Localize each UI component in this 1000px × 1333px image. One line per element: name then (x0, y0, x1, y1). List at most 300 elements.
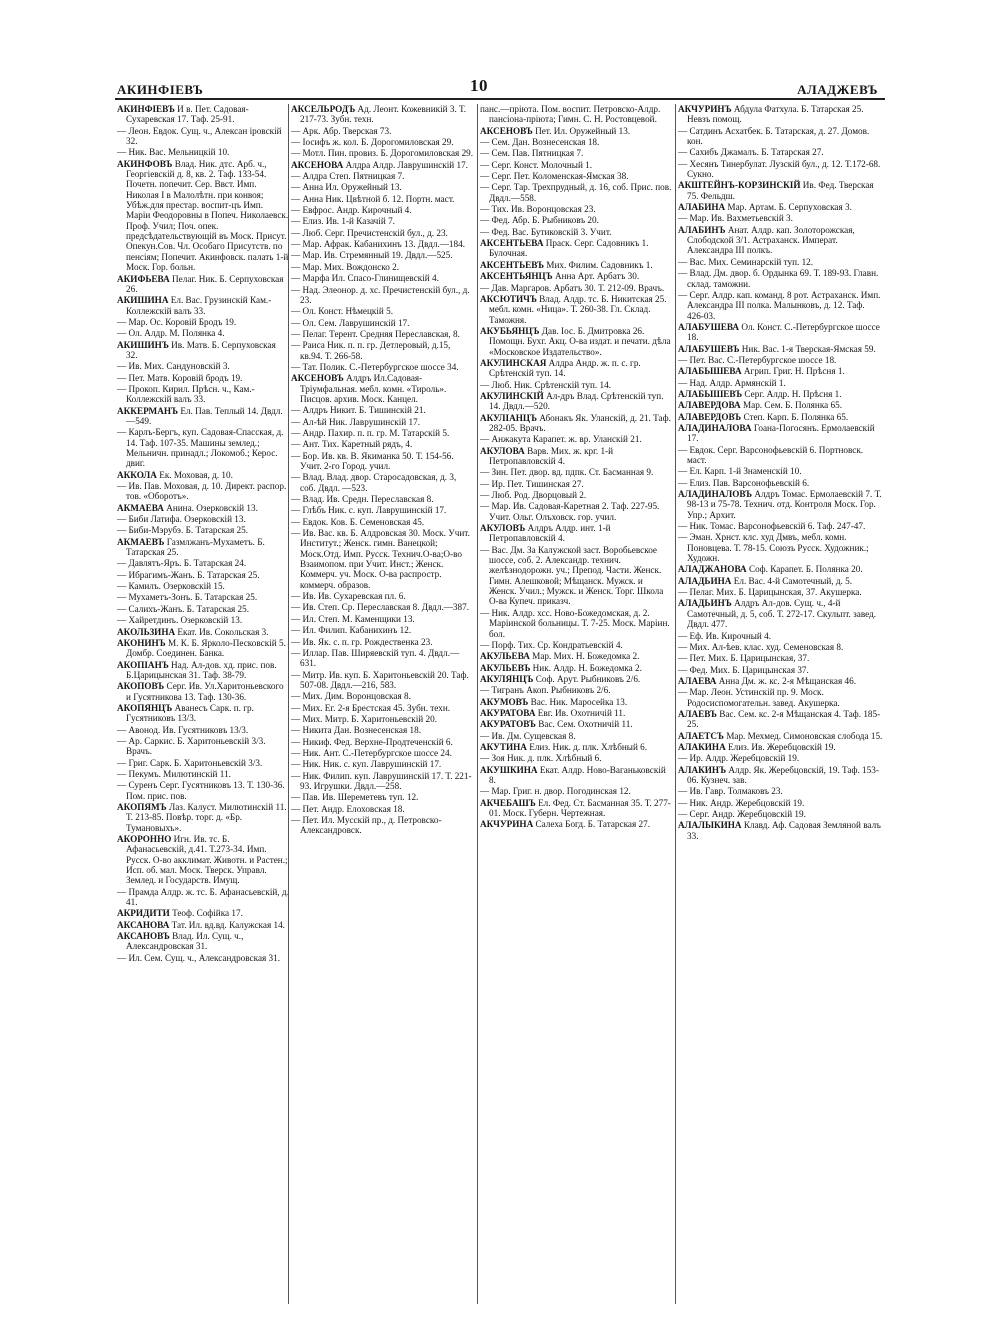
directory-entry (480, 467, 672, 477)
running-head-left: АКИНФІЕВЪ (117, 82, 204, 97)
directory-entry (291, 439, 474, 449)
directory-entry (117, 406, 289, 427)
entry-details: — Сатдинъ Асхатбек. Б. Татарская, д. 27. Домов. кон. (678, 125, 870, 147)
entry-details: — Марфа Ил. Спасо-Глинищевскій 4. (291, 273, 439, 284)
directory-entry (117, 525, 289, 535)
entry-surname: АКУЛЬЕВЪ (480, 662, 531, 673)
directory-entry (480, 490, 672, 500)
entry-details: — Пет. Андр. Елоховская 18. (291, 803, 405, 814)
directory-entry (678, 225, 883, 256)
entry-surname: АЛАЕВЪ (678, 708, 717, 719)
directory-entry (291, 517, 474, 527)
directory-entry (678, 478, 883, 488)
directory-entry (480, 227, 672, 237)
entry-details: — Фед. Абр. Б. Рыбниковъ 20. (480, 215, 599, 226)
entry-details: Алдръ Ал-дов. Сущ. ч., 4-й Самотечный, д. 5, соб. Т. 272-17. Скульпт. завед. Двдл. 477. (687, 598, 877, 630)
entry-details: Ал-дръ Влад. Срѣтенскій туп. 14. Двдл.—520. (489, 390, 664, 412)
entry-details: — Сем. Пав. Пятницкая 7. (480, 148, 584, 159)
directory-entry (480, 446, 672, 467)
entry-details: Алдръ Томас. Ермолаевскій 7. Т. 98-13 и 75-78. Технич. отд. Контроля Моск. Гор. Упр.; Архит. (687, 489, 882, 520)
running-head-right: АЛАДЖЕВЪ (797, 82, 878, 97)
directory-entry (678, 742, 883, 752)
entry-details: — Ник. Ант. С.-Петербургское шоссе 24. (291, 747, 452, 758)
directory-entry (117, 537, 289, 558)
entry-surname: АКОРОННО (117, 834, 172, 845)
directory-entry (678, 631, 883, 641)
entry-details: — Зин. Пет. двор. вд. пдпк. Ст. Басманная 9. (480, 467, 654, 478)
directory-entry (117, 802, 289, 833)
entry-surname: АЛАКИНА (678, 741, 726, 752)
entry-surname: АКШТЕЙНЪ-КОРЗИНСКІЙ (678, 180, 801, 191)
directory-entry (291, 591, 474, 601)
entry-surname: АККЕРМАНЪ (117, 405, 179, 416)
entry-surname: АЛАБИНА (678, 202, 726, 213)
entry-surname: АКУЛИНСКІЙ (480, 390, 544, 401)
directory-entry (480, 523, 672, 544)
entry-details: — Ант. Тих. Каретный рядъ, 4. (291, 439, 413, 450)
entry-details: Лаз. Калуст. Милютинскій 11. Т. 213-85. Повѣр. торг. д. «Бр. Тумановыхъ». (126, 802, 287, 833)
directory-entry (291, 759, 474, 769)
entry-details: — Ел. Карп. 1-й Знаменскій 10. (678, 466, 802, 477)
entry-surname: АККОЛА (117, 469, 157, 480)
entry-details: — Серг. Конст. Молочный 1. (480, 159, 593, 170)
directory-entry (291, 250, 474, 260)
directory-entry (678, 489, 883, 520)
directory-entry (291, 148, 474, 158)
directory-entry (480, 215, 672, 225)
entry-details: — Арк. Абр. Тверская 73. (291, 125, 392, 136)
directory-entry (291, 625, 474, 635)
directory-entry (291, 306, 474, 316)
entry-details: — Ир. Пет. Тишинская 27. (480, 478, 584, 489)
entry-details: Ив. Фед. Тверская 75. Фельдш. (687, 180, 874, 201)
directory-entry (117, 920, 289, 930)
entry-details: — Ил. Степ. М. Каменщики 13. (291, 613, 415, 624)
directory-entry (678, 753, 883, 763)
entry-details: — Мар. Григ. н. двор. Погодинская 12. (480, 786, 631, 797)
directory-entry (678, 642, 883, 652)
directory-entry (291, 318, 474, 328)
entry-details: — Мих. Митр. Б. Харитоньевскій 20. (291, 713, 437, 724)
entry-details: Мар. Мих. Н. Божедомка 2. (529, 651, 640, 662)
directory-entry (480, 326, 672, 357)
directory-entry (678, 104, 883, 125)
directory-entry (678, 731, 883, 741)
column-divider (675, 104, 676, 1304)
entry-details: Салеха Богд. Б. Татарская 27. (533, 819, 651, 830)
directory-entry (117, 834, 289, 886)
entry-details: Игн. Ив. тс. Б. Афанасьевскій, д.41. Т.273-34. Имп. Русск. О-во акклимат. Животн. и Растен.; Исп. об. мал. Моск. Тверск. Управл. Землед. и Государств. Имущ. (126, 834, 288, 886)
entry-details: — Пелаг. Терент. Средняя Переславская, 8. (291, 328, 460, 339)
directory-entry (678, 521, 883, 531)
directory-entry (678, 676, 883, 686)
entry-details: — Ив. Мих. Сандуновскій 3. (117, 361, 230, 372)
entry-surname: АКУЛОВА (480, 445, 525, 456)
entry-surname: АЛАБЫШЕВЪ (678, 388, 743, 399)
entry-details: — Влад. Влад. двор. Старосадовская, д. 3, соб. Двдл. —523. (291, 472, 457, 493)
entry-surname: АКИФЬЕВА (117, 273, 170, 284)
entry-details: — Серг. Тар. Трехпрудный, д. 16, соб. Прис. пов. Двдл.—558. (480, 182, 672, 203)
directory-entry (678, 412, 883, 422)
directory-entry (291, 417, 474, 427)
directory-entry (117, 931, 289, 952)
directory-entry (291, 472, 474, 493)
entry-details: Елиз. Ив. Жеребцовскій 19. (725, 741, 836, 752)
entry-details: Анна Арт. Арбатъ 30. (552, 271, 640, 282)
directory-entry (678, 159, 883, 180)
directory-entry (117, 758, 289, 768)
entry-details: — Никиф. Фед. Верхне-Продтеченскій 6. (291, 736, 453, 747)
directory-entry (117, 470, 289, 480)
entry-surname: АЛАДЖАНОВА (678, 564, 747, 575)
entry-details: Тат. Ил. вд.вд. Калужская 14. (169, 919, 285, 930)
entry-details: — Бор. Ив. кв. В. Якиманка 50. Т. 154-56. Учит. 2-го Город. учил. (291, 450, 454, 471)
directory-entry (291, 804, 474, 814)
entry-details: И в. Пет. Садовая-Сухаревская 17. Таф. 25-91. (126, 104, 249, 125)
directory-entry (291, 239, 474, 249)
directory-entry (291, 451, 474, 472)
entry-surname: АЛАВЕРДОВЪ (678, 411, 742, 422)
entry-details: — Ар. Саркис. Б. Харитоньевскій 3/3. Врачъ. (117, 735, 266, 757)
directory-entry (291, 703, 474, 713)
directory-entry (480, 380, 672, 390)
entry-details: — Мар. Ив. Садовая-Каретная 2. Таф. 227-95. Учит. Ольг. Олъховск. гор. учил. (480, 501, 660, 522)
entry-surname: АКОПІАНЪ (117, 659, 169, 670)
entry-details: — Пав. Ив. Шереметевъ туп. 12. (291, 792, 419, 803)
entry-details: — Ол. Конст. Нѣмецкій 5. (291, 306, 394, 317)
entry-surname: АКУМОВЪ (480, 696, 529, 707)
entry-details: — Влад. Дм. двор. б. Ордынка 69. Т. 189-93. Главн. склад. таможни. (678, 268, 879, 289)
directory-entry (480, 126, 672, 136)
entry-surname: АКСЕНТЬЕВЪ (480, 259, 544, 270)
directory-entry (291, 748, 474, 758)
entry-surname: АКУЛЯНЦЪ (480, 673, 534, 684)
entry-details: Алдра Алдр. Лаврушинскій 17. (343, 159, 468, 170)
entry-details: Соф. Карапет. Б. Полянка 20. (746, 564, 863, 575)
directory-entry (678, 466, 883, 476)
directory-entry (480, 171, 672, 181)
directory-entry (117, 427, 289, 468)
entry-details: Екат. Ив. Сокольская 3. (175, 626, 269, 637)
directory-entry (117, 627, 289, 637)
directory-entry (678, 147, 883, 157)
directory-entry (480, 640, 672, 650)
directory-entry (678, 355, 883, 365)
directory-entry (480, 391, 672, 412)
directory-entry (117, 159, 289, 273)
directory-entry (291, 216, 474, 226)
entry-surname: АКИНФІЕВЪ (117, 104, 175, 114)
directory-entry (117, 126, 289, 147)
entry-surname: АКСЕЛЬРОДЪ (291, 104, 356, 114)
directory-entry (678, 765, 883, 786)
entry-surname: АКУЛІАНЦЪ (480, 412, 538, 423)
entry-surname: АКУЛОВЪ (480, 523, 526, 534)
entry-details: — Ник. Андр. Жеребцовскій 19. (678, 797, 805, 808)
directory-entry (117, 104, 289, 125)
directory-entry (117, 481, 289, 502)
directory-entry (678, 564, 883, 574)
directory-entry (291, 670, 474, 691)
entry-details: Соф. Арут. Рыбниковъ 2/6. (533, 673, 641, 684)
entry-details: — Эман. Хрнст. клс. худ Дмвъ, мебл. комн. Поновцева. Т. 78-15. Союзъ Русск. Художник.; Художн. (678, 532, 869, 564)
entry-surname: АЛАБУШЕВА (678, 321, 740, 332)
entry-details: — Ник. Филип. куп. Лаврушинскій 17. Т. 221-93. Игрушки. Двдл.—258. (291, 770, 472, 791)
entry-details: — Авонод. Ив. Гусятниковъ 13/3. (117, 724, 249, 735)
entry-details: — Анна Ник. Цвѣтной б. 12. Портн. маст. (291, 193, 455, 204)
directory-entry (678, 598, 883, 629)
entry-details: Абдула Фатхула. Б. Татарская 25. Невзъ помощ. (687, 104, 864, 125)
directory-entry (678, 687, 883, 708)
entry-details: Анина. Озерковскій 13. (163, 502, 258, 513)
directory-entry (480, 674, 672, 684)
directory-entry (117, 274, 289, 295)
header-rule (115, 98, 885, 100)
entry-surname: АКСЕНОВА (291, 159, 344, 170)
directory-entry (117, 681, 289, 702)
directory-entry (291, 285, 474, 306)
entry-details: панс.—пріюта. Пом. воспит. Петровско-Алдр. пансіона-пріюта; Гимн. С. Н. Ростовцевой. (480, 104, 661, 125)
entry-details: — Порф. Тих. Ср. Кондратьевскій 4. (480, 639, 623, 650)
entry-details: Ол. Конст. С.-Петербургское шоссе 18. (687, 321, 880, 343)
directory-entry (678, 257, 883, 267)
entry-details: — Ив. Ив. Сухаревская пл. 6. (291, 591, 406, 602)
directory-entry (117, 615, 289, 625)
directory-entry (678, 809, 883, 819)
entry-details: — Пелаг. Мих. Б. Царицынская, 37. Акушерка. (678, 587, 862, 598)
directory-entry (117, 908, 289, 918)
column-4 (678, 104, 883, 1309)
entry-details: Вас. Ник. Маросейка 13. (528, 696, 628, 707)
directory-entry (117, 736, 289, 757)
directory-entry (678, 290, 883, 321)
directory-entry (291, 160, 474, 170)
entry-details: — Глѣбъ Ник. с. куп. Лаврушинскій 17. (291, 505, 447, 516)
entry-surname: АКОПЯМЪ (117, 802, 167, 812)
directory-entry (678, 587, 883, 597)
entry-surname: АЛАВЕРДОВА (678, 400, 741, 411)
directory-entry (291, 262, 474, 272)
entry-surname: АКСАНОВА (117, 919, 170, 930)
entry-details: — Карлъ-Бергъ, куп. Садовая-Спасская, д. 14. Таф. 107-35. Машины землед.; Мельничн. принадл.; Локомоб.; Керос. двиг. (117, 427, 284, 469)
directory-entry (117, 703, 289, 724)
directory-entry (291, 362, 474, 372)
column-divider (477, 104, 478, 1304)
directory-entry (291, 182, 474, 192)
directory-entry (480, 204, 672, 214)
entry-details: Влад. Алдр. тс. Б. Никитская 25. мебл. комн. «Ница». Т. 260-38. Гл. Склад. Таможня. (489, 293, 667, 325)
entry-details: — Над. Элеонор. д. хс. Пречистенскій бул., д. 23. (291, 284, 470, 305)
entry-details: Алдра Андр. ж. п. с. гр. Срѣтенскій туп. 14. (489, 357, 641, 379)
entry-details: Вас. Сем. Охотничій 11. (535, 719, 633, 730)
entry-details: — Люб. Серг. Пречистенскій бул., д. 23. (291, 227, 448, 238)
directory-entry (480, 663, 672, 673)
entry-details: Вас. Сем. кс. 2-я Мѣщанская 4. Таф. 185-25. (687, 708, 881, 730)
entry-details: — Раиса Ник. п. п. гр. Детлеровый, д.15, кв.94. Т. 266-58. (291, 340, 451, 361)
entry-details: — Сем. Дан. Вознесенская 18. (480, 137, 600, 148)
directory-entry (117, 592, 289, 602)
entry-surname: АКЧУРИНА (480, 819, 534, 830)
entry-surname: АКУРАТОВА (480, 707, 536, 718)
directory-entry (291, 194, 474, 204)
entry-details: — Пекумъ. Милютинскій 11. (117, 768, 231, 779)
entry-surname: АЛАДИНАЛОВЪ (678, 489, 753, 500)
directory-entry (291, 614, 474, 624)
entry-details: — Пет. Мих. Б. Царицынская, 37. (678, 653, 810, 664)
directory-entry (117, 604, 289, 614)
entry-surname: АЛАБИНЪ (678, 224, 726, 235)
entry-details: — Тих. Ив. Воронцовская 23. (480, 204, 596, 215)
directory-entry (678, 126, 883, 147)
entry-details: — Еф. Ив. Кирочный 4. (678, 630, 772, 641)
directory-entry (480, 819, 672, 829)
entry-details: — Серг. Пет. Коломенская-Ямская 38. (480, 171, 629, 182)
entry-details: — Ив. Гавр. Толмаковъ 23. (678, 786, 783, 797)
entry-details: — Никита Дан. Вознесенская 18. (291, 725, 422, 736)
entry-details: Алдръ Алдр. инт. 1-й Петропавловскій 4. (489, 523, 611, 544)
directory-entry (480, 501, 672, 522)
entry-details: Агрип. Григ. Н. Прѣсня 1. (741, 366, 845, 377)
entry-details: — Камилъ. Озерковскій 15. (117, 581, 225, 592)
entry-details: — Ибрагимъ-Жанъ. Б. Татарская 25. (117, 569, 260, 580)
directory-entry (678, 798, 883, 808)
directory-entry (678, 576, 883, 586)
entry-details: Ек. Моховая, д. 10. (156, 469, 233, 480)
entry-details: — Алдръ Никит. Б. Тишинскій 21. (291, 405, 426, 416)
entry-details: — Дав. Маргаров. Арбатъ 30. Т. 212-09. Врачъ. (480, 282, 665, 293)
entry-details: Ел. Вас. 4-й Самотечный, д. 5. (731, 575, 853, 586)
entry-details: Ел. Вас. Грузинскій Кам.-Коллежскій валъ 33. (126, 295, 272, 316)
directory-entry (291, 505, 474, 515)
entry-details: Ник. Алдр. Н. Божедомка 2. (530, 662, 642, 673)
directory-entry (480, 294, 672, 325)
directory-entry (117, 638, 289, 659)
entry-details: — Давлятъ-Яръ. Б. Татарская 24. (117, 558, 247, 569)
entry-details: — Пет. Вас. С.-Петербургское шоссе 18. (678, 354, 837, 365)
entry-details: — Мих. Дим. Воронцовская 8. (291, 691, 411, 702)
directory-entry (291, 771, 474, 792)
entry-details: — Ив. Як. с. п. гр. Рождественка 23. (291, 636, 433, 647)
directory-entry (117, 725, 289, 735)
directory-entry (291, 815, 474, 836)
entry-details: — Митр. Ив. куп. Б. Харитоньевскій 20. Таф. 507-08. Двдл.—216, 583. (291, 669, 469, 690)
entry-details: — Хесянъ Тинербулат. Лузскій бул., д. 12. Т.172-68. Сукно. (678, 158, 881, 180)
entry-details: Анат. Алдр. кап. Золоторожская, Слободской 3/1. Астраханск. Императ. Александра III полкъ. (687, 224, 855, 256)
directory-entry (117, 340, 289, 361)
entry-details: — Іосифъ ж. кол. Б. Дорогомиловская 29. (291, 137, 454, 148)
entry-surname: АКИНФОВЪ (117, 158, 173, 169)
directory-entry (480, 798, 672, 819)
directory-entry (678, 344, 883, 354)
entry-details: — Мих. Ег. 2-я Брестская 45. Зубн. техн. (291, 702, 451, 713)
entry-surname: АКСЕНОВЪ (291, 373, 344, 384)
column-3 (480, 104, 672, 1309)
entry-surname: АЛАБЫШЕВА (678, 366, 742, 377)
entry-surname: АКУЛЬЕВА (480, 651, 530, 662)
directory-entry (678, 389, 883, 399)
entry-details: — Ив. Степ. Ср. Переславская 8. Двдл.—387. (291, 602, 470, 613)
entry-surname: АЛАДЬИНЪ (678, 598, 732, 609)
directory-entry (678, 378, 883, 388)
directory-entry (291, 714, 474, 724)
entry-surname: АЛАЕВА (678, 675, 717, 686)
directory-entry (117, 514, 289, 524)
entry-details: Серг. Алдр. Н. Прѣсня 1. (742, 388, 842, 399)
entry-details: — Григ. Сарк. Б. Харитоньевскій 3/3. (117, 757, 263, 768)
entry-details: — Алдра Степ. Пятницкая 7. (291, 171, 405, 182)
entry-details: — Над. Алдр. Армянскій 1. (678, 377, 786, 388)
entry-details: — Мухаметъ-Зонъ. Б. Татарская 25. (117, 592, 258, 603)
directory-entry (480, 786, 672, 796)
directory-entry (678, 423, 883, 444)
directory-entry (291, 104, 474, 125)
directory-entry (480, 160, 672, 170)
directory-entry (291, 171, 474, 181)
directory-entry (291, 329, 474, 339)
directory-entry (480, 545, 672, 607)
entry-details: — Прамда Алдр. ж. тс. Б. Афанасьевскій, д. 41. (117, 886, 289, 908)
directory-entry (480, 608, 672, 639)
directory-entry (117, 581, 289, 591)
column-1 (117, 104, 289, 1309)
directory-entry (480, 238, 672, 259)
entry-details: Теоф. Софійка 17. (169, 908, 243, 919)
entry-details: Праск. Серг. Садовникъ 1. Булочная. (489, 238, 649, 259)
entry-details: — Леон. Евдок. Сущ. ч., Алексан іровскій 32. (117, 125, 282, 147)
directory-entry (480, 685, 672, 695)
entry-details: Екат. Алдр. Ново-Ваганьковскій 8. (489, 764, 666, 785)
entry-details: Евг. Ив. Охотничій 11. (535, 707, 626, 718)
directory-entry (291, 405, 474, 415)
directory-entry (117, 373, 289, 383)
directory-entry (291, 126, 474, 136)
entry-surname: АКСЕНОВЪ (480, 125, 533, 136)
entry-details: — Ник. Вас. Мельницкій 10. (117, 147, 230, 158)
entry-details: — Серг. Алдр. кап. команд. 8 рот. Астраханск. Имп. Александра III полка. Малынковъ, д. 12. Таф. 426-03. (678, 289, 881, 321)
entry-details: — Влад. Ив. Средн. Переславская 8. (291, 494, 434, 505)
entry-details: — Тигранъ Акоп. Рыбниковъ 2/6. (480, 685, 611, 696)
entry-details: — Евдок. Серг. Варсонофьевскій 6. Портновск. маст. (678, 444, 864, 465)
entry-details: — Ил. Филип. Кабанихинъ 12. (291, 625, 412, 636)
directory-entry (291, 691, 474, 701)
entry-details: Над. Ал-дов. хд. прис. пов. Б.Царицынская 31. Таф. 38-79. (126, 659, 277, 680)
entry-details: Мар. Артам. Б. Серпуховская 3. (725, 202, 852, 213)
entry-details: — Биби-Мэрубэ. Б. Татарская 25. (117, 525, 248, 536)
directory-entry (678, 213, 883, 223)
entry-details: — Ал-ѣй Ник. Лаврушинскій 17. (291, 416, 420, 427)
entry-details: — Ник. Ник. с. куп. Лаврушинскій 17. (291, 759, 442, 770)
entry-surname: АЛАЛЫКИНА (678, 820, 742, 831)
entry-details: Абонакъ Як. Уланскій, д. 21. Таф. 282-05. Врачъ. (489, 412, 671, 433)
entry-details: Серг. Ив. Ул.Харитоньевского и Гусятникова 13. Таф. 130-36. (126, 681, 284, 702)
entry-details: — Мар. Ив. Стремянный 19. Двдл.—525. (291, 250, 453, 261)
entry-surname: АКУЛИНСКАЯ (480, 357, 547, 368)
page-number: 10 (470, 76, 488, 95)
entry-details: — Ир. Алдр. Жеребцовскій 19. (678, 753, 800, 764)
entry-details: — Тат. Полик. С.-Петербургское шоссе 34. (291, 361, 459, 372)
directory-entry (117, 361, 289, 371)
directory-entry (480, 479, 672, 489)
entry-surname: АКСЕНТЬЯНЦЪ (480, 271, 553, 282)
entry-details: — Ив. Вас. кв. Б. Алдровская 30. Моск. Учит. Институт.; Женск. гимн. Ванецкой; Моск.Отд. Имп. Русск. Технич.О-ва;О-во Взаимопом. при Учит. Инст.; Женск. Коммерч. уч. Моск. О-ва распростр. коммерч. образов. (291, 528, 470, 590)
directory-entry (117, 558, 289, 568)
entry-details: — Пет. Ил. Мусскій пр., д. Петровско-Александровск. (291, 815, 442, 836)
entry-details: — Мар. Леон. Устинскій пр. 9. Моск. Родосиспомогательн. завед. Акушерка. (678, 687, 840, 708)
entry-details: Влад. Ник. дтс. Арб. ч., Георгіевскій д. 8, кв. 2. Таф. 133-54. Почетн. попечит. Сер. Ввст. Имп. Николая I в Малолѣтн. при конвоя; Убѣж.для престар. воспит-цъ Имп. Маріи Феодоровны в Попеч. Николаевск. Проф. Учил; Поч. опек. предсѣдательствующій въ Моск. Присут. Опекун.Сов. Чл. Особаго Присутств. по пенсіям; Попечит. Акинфовск. палать 1-й Моск. Гор. больн. (126, 158, 289, 273)
entry-surname: АКМАЕВЪ (117, 536, 165, 547)
entry-surname: АЛАДЬИНА (678, 575, 732, 586)
directory-entry (291, 494, 474, 504)
